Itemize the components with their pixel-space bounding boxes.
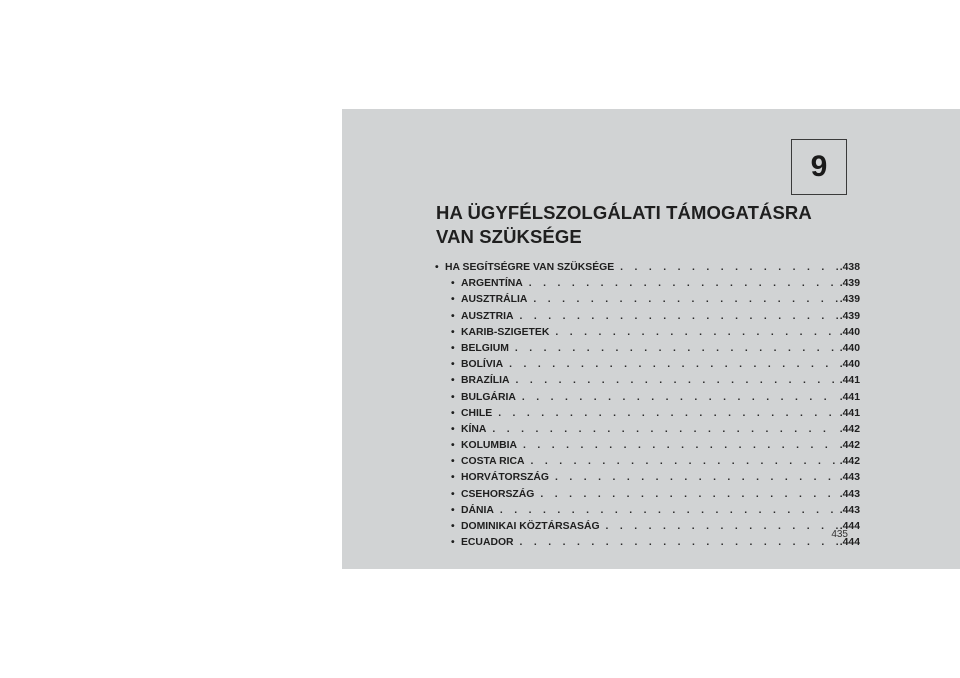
toc-entry[interactable] — [435, 260, 860, 276]
toc-entry-page: .442 — [839, 456, 860, 468]
toc-entry-label: KARIB-SZIGETEK — [461, 326, 550, 338]
toc-entry-label: ARGENTÍNA — [461, 278, 523, 290]
toc-entry-label: HA SEGÍTSÉGRE VAN SZÜKSÉGE — [445, 262, 615, 273]
bullet-icon: • — [451, 440, 455, 452]
toc-entry-page: .444 — [839, 521, 860, 532]
bullet-icon: • — [451, 310, 455, 322]
toc-entry-label: AUSZTRIA — [461, 310, 514, 322]
toc-entry-page: .444 — [839, 537, 860, 549]
toc-entry-label: KÍNA — [461, 423, 487, 435]
toc-entry-label: COSTA RICA — [461, 456, 525, 468]
dot-leader — [529, 276, 838, 292]
bullet-icon: • — [451, 342, 455, 354]
toc-entry[interactable] — [435, 390, 860, 406]
dot-leader — [540, 487, 837, 503]
bullet-icon: • — [451, 278, 455, 290]
toc-entry-page: .438 — [839, 262, 860, 273]
bullet-icon: • — [451, 326, 455, 338]
toc-entry-page: .440 — [839, 326, 860, 338]
toc-entry[interactable] — [435, 438, 860, 454]
toc-entry-page: .439 — [839, 310, 860, 322]
bullet-icon: • — [451, 488, 455, 500]
toc-entry[interactable] — [435, 470, 860, 486]
toc-entry-page: .440 — [839, 359, 860, 371]
toc-entry-label: CHILE — [461, 407, 493, 419]
toc-entry-page: .442 — [839, 423, 860, 435]
toc-entry-page: .441 — [839, 391, 860, 403]
toc-entry[interactable] — [435, 341, 860, 357]
toc-entry-page: .442 — [839, 440, 860, 452]
dot-leader — [515, 373, 837, 389]
dot-leader — [531, 454, 838, 470]
dot-leader — [492, 422, 837, 438]
dot-leader — [520, 309, 838, 325]
page-number: 435 — [831, 529, 848, 540]
bullet-icon: • — [451, 521, 455, 532]
toc-entry-label: CSEHORSZÁG — [461, 488, 535, 500]
toc-entry-label: KOLUMBIA — [461, 440, 517, 452]
dot-leader — [522, 390, 838, 406]
toc-entry[interactable] — [435, 406, 860, 422]
toc-entry-label: DÁNIA — [461, 504, 494, 516]
dot-leader — [555, 470, 838, 486]
bullet-icon: • — [451, 456, 455, 468]
toc-entry-label: HORVÁTORSZÁG — [461, 472, 549, 484]
chapter-title-line-2: VAN SZÜKSÉGE — [436, 226, 582, 247]
toc-entry-page: .441 — [839, 407, 860, 419]
toc-entry-page: .441 — [839, 375, 860, 387]
bullet-icon: • — [451, 472, 455, 484]
bullet-icon: • — [451, 375, 455, 387]
toc-entry[interactable] — [435, 276, 860, 292]
dot-leader — [520, 535, 838, 551]
toc-entry[interactable] — [435, 519, 860, 535]
toc-entry[interactable] — [435, 373, 860, 389]
bullet-icon: • — [451, 407, 455, 419]
chapter-number-box — [791, 139, 847, 195]
bullet-icon: • — [451, 294, 455, 306]
toc-entry-page: .443 — [839, 472, 860, 484]
dot-leader — [498, 406, 838, 422]
toc-entry[interactable] — [435, 487, 860, 503]
chapter-panel — [342, 109, 960, 569]
dot-leader — [533, 292, 837, 308]
toc-entry[interactable] — [435, 535, 860, 551]
bullet-icon: • — [451, 391, 455, 403]
toc-entry[interactable] — [435, 503, 860, 519]
dot-leader — [509, 357, 838, 373]
toc-entry-label: ECUADOR — [461, 537, 514, 549]
toc-entry[interactable] — [435, 422, 860, 438]
toc-entry[interactable] — [435, 454, 860, 470]
toc-entry[interactable] — [435, 325, 860, 341]
chapter-number: 9 — [810, 150, 828, 183]
toc-entry-page: .440 — [839, 342, 860, 354]
toc-entry[interactable] — [435, 292, 860, 308]
toc-entry-page: .439 — [839, 294, 860, 306]
toc-entry-label: BULGÁRIA — [461, 391, 516, 403]
dot-leader — [555, 325, 837, 341]
bullet-icon: • — [451, 423, 455, 435]
dot-leader — [620, 260, 838, 276]
toc-entry-page: .443 — [839, 504, 860, 516]
bullet-icon: • — [451, 537, 455, 549]
toc-entry-label: BELGIUM — [461, 342, 509, 354]
toc-entry-page: .443 — [839, 488, 860, 500]
toc-entry-label: BOLÍVIA — [461, 359, 504, 371]
toc-entry-label: DOMINIKAI KÖZTÁRSASÁG — [461, 521, 600, 532]
bullet-icon: • — [451, 504, 455, 516]
chapter-title — [436, 201, 876, 249]
toc-entry-label: AUSZTRÁLIA — [461, 294, 528, 306]
toc-entry[interactable] — [435, 357, 860, 373]
bullet-icon: • — [451, 359, 455, 371]
table-of-contents — [435, 260, 860, 551]
bullet-icon: • — [435, 262, 439, 273]
dot-leader — [515, 341, 838, 357]
toc-entry-page: .439 — [839, 278, 860, 290]
dot-leader — [500, 503, 838, 519]
dot-leader — [523, 438, 838, 454]
chapter-title-line-1: HA ÜGYFÉLSZOLGÁLATI TÁMOGATÁSRA — [436, 202, 812, 223]
toc-entry[interactable] — [435, 309, 860, 325]
dot-leader — [606, 519, 838, 535]
toc-entry-label: BRAZÍLIA — [461, 375, 510, 387]
